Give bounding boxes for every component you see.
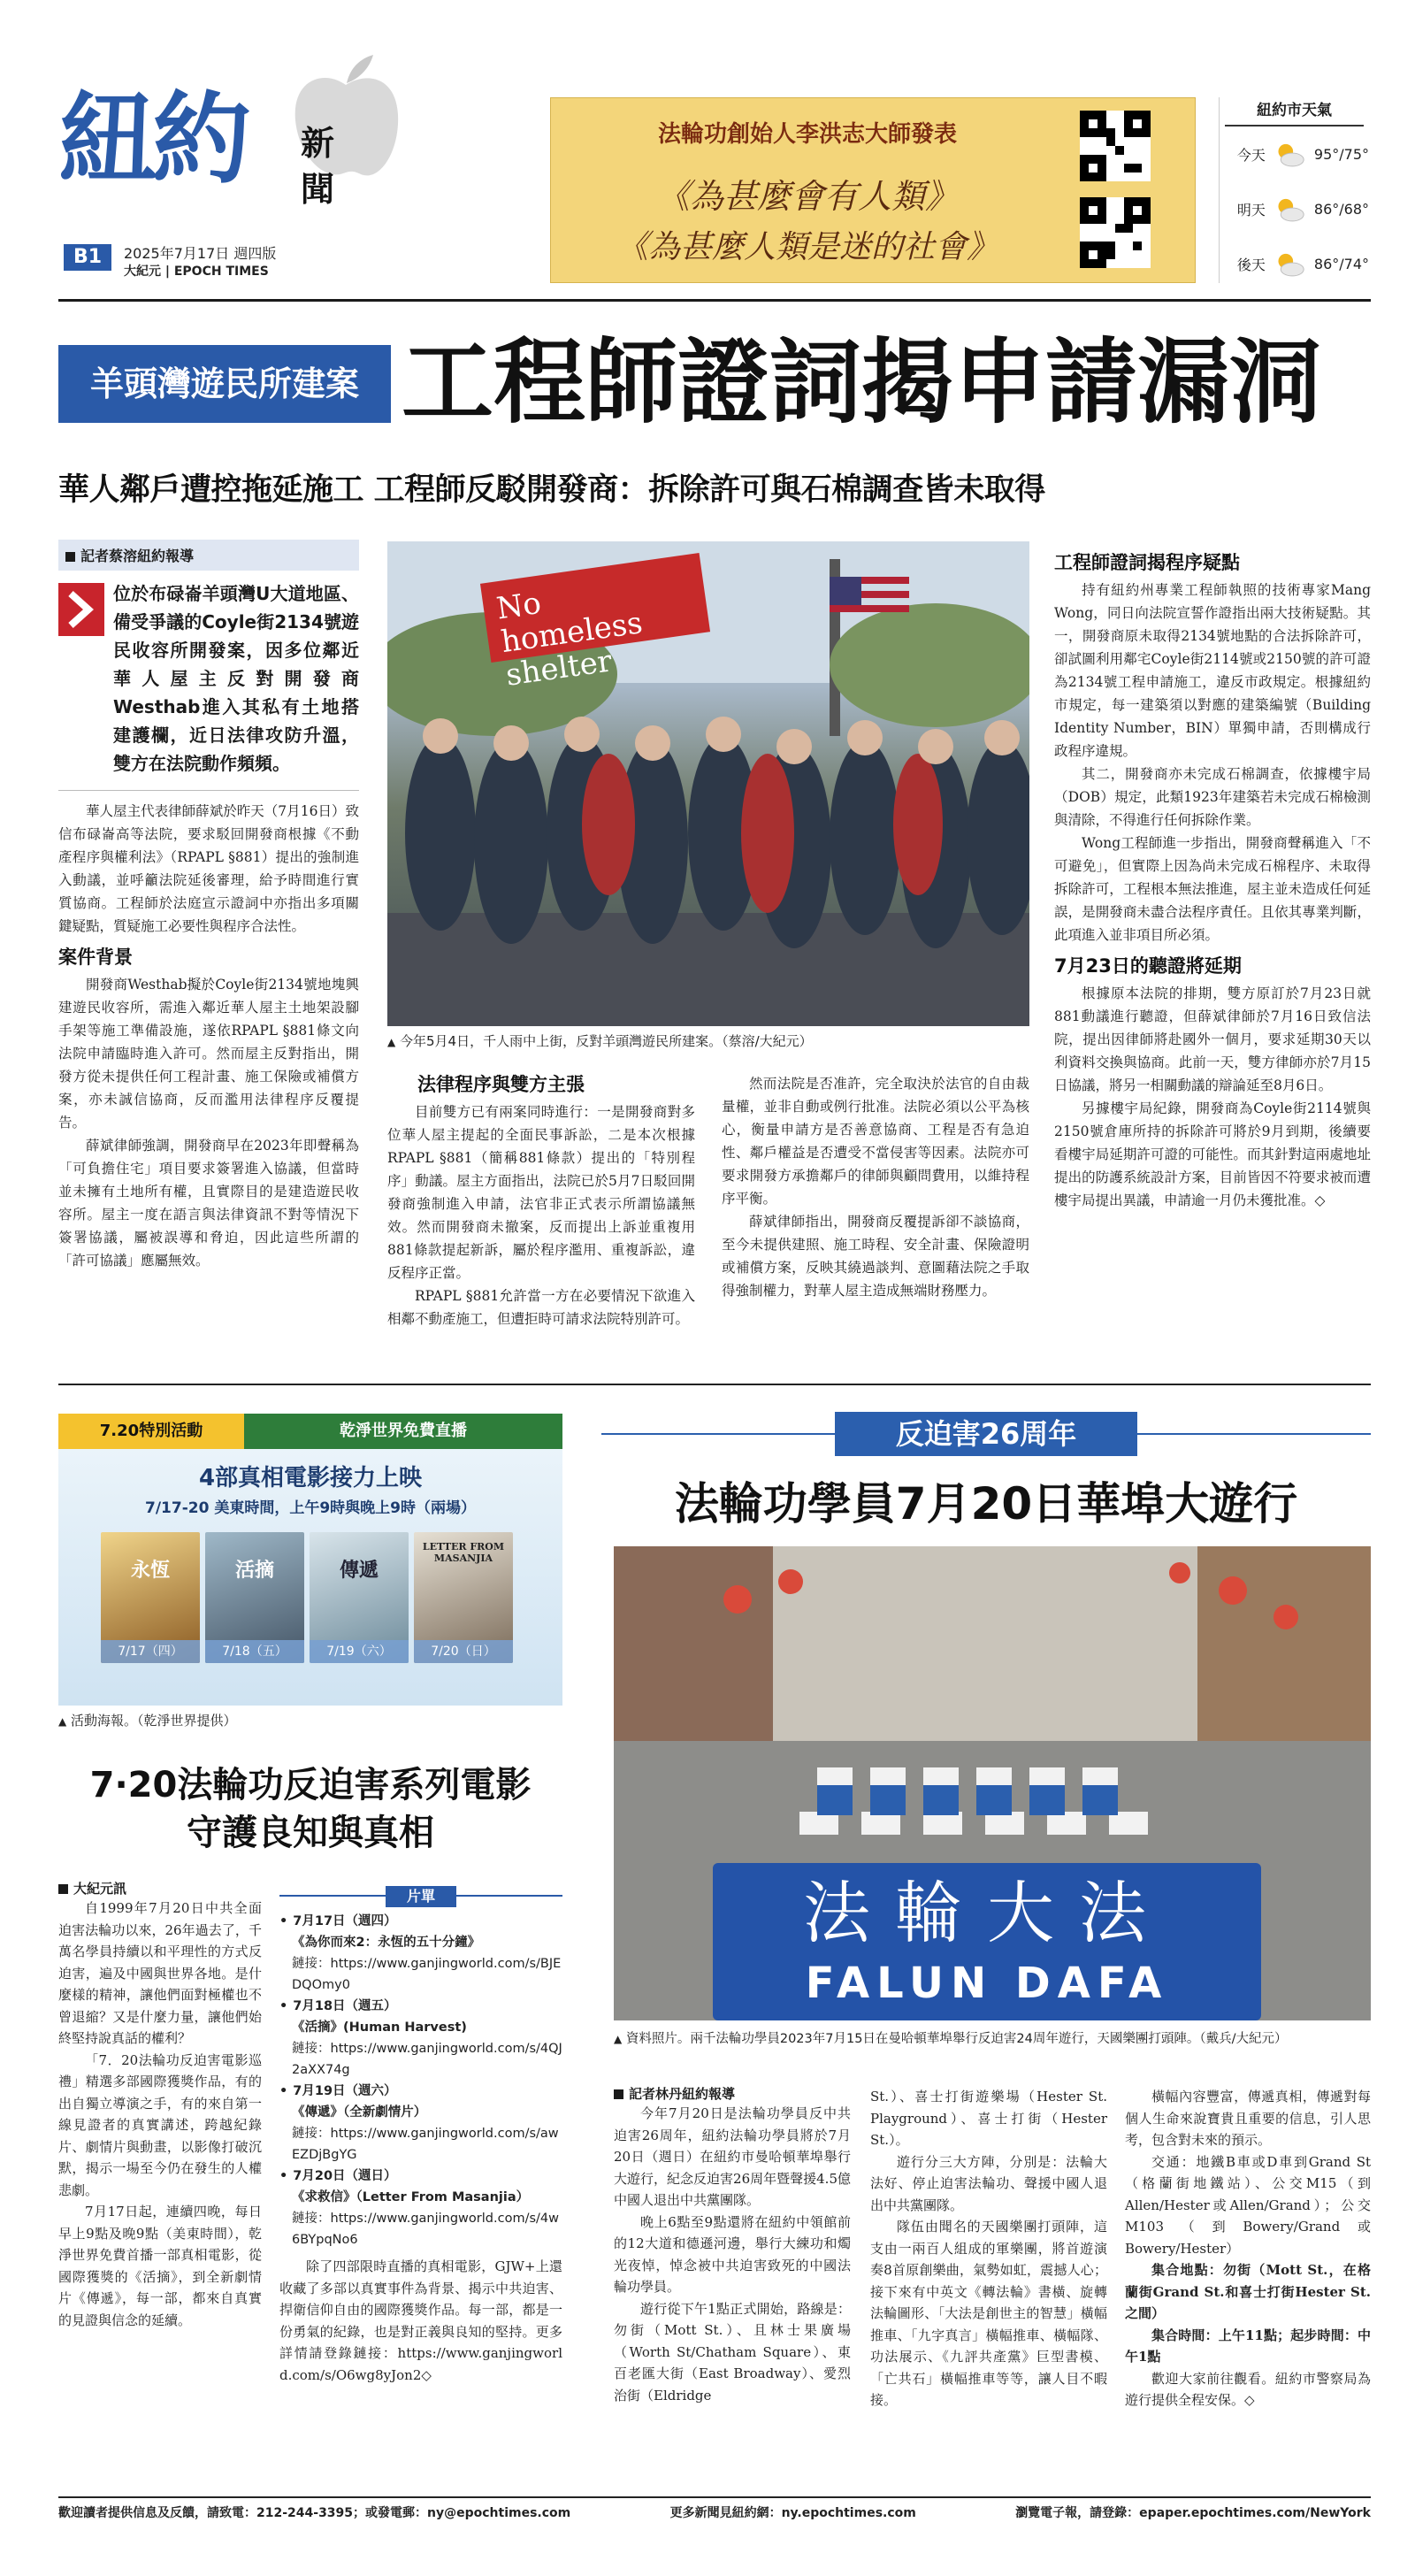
parade-headline: 法輪功學員7月20日華埠大遊行 xyxy=(674,1478,1298,1530)
poster-caption: ▲ 活動海報。（乾淨世界提供） xyxy=(58,1713,237,1729)
section-heading: 案件背景 xyxy=(58,947,133,968)
parade-info: 集合時間：上午11點；起步時間：中午1點 xyxy=(1125,2327,1371,2365)
schedule-title-item: 《為你而來2：永恆的五十分鐘》 xyxy=(292,1936,481,1950)
parade-paragraph: 晚上6點至9點還將在紐約中領館前的12大道和德遜河邊，舉行大練功和燭光夜悼，悼念被中共迫害致死的中國法輪功學員。 xyxy=(614,2213,851,2295)
section-heading: 7月23日的聽證將延期 xyxy=(1054,955,1242,977)
sun-cloud-icon xyxy=(1273,249,1305,279)
lead-headline: 工程師證詞揭申請漏洞 xyxy=(402,327,1322,436)
protest-photo xyxy=(387,541,1029,1026)
film-poster[interactable] xyxy=(205,1532,304,1663)
event-headline2: 守護良知與真相 xyxy=(187,1813,434,1853)
arrow-icon xyxy=(58,583,104,636)
parade-info: 集合地點：勿街（Mott St.，在格蘭街Grand St.和喜士打街Hester St.之間） xyxy=(1125,2262,1371,2321)
event-paragraph: 「7．20法輪功反迫害電影巡禮」精選多部國際獲獎作品，有的出自獨立導演之手，有的來自第一線見證者的真實講述，跨越紀錄片、劇情片與動畫，以影像打破沉默，揭示一場至今仍在發生的人權悲劇。 xyxy=(58,2051,262,2198)
poster-date: 7/19（六） xyxy=(310,1640,409,1663)
poster-title: 永恆 xyxy=(130,1559,170,1582)
weather-title: 紐約市天氣 xyxy=(1225,97,1364,126)
divider xyxy=(58,790,359,791)
lead-paragraph: 然而法院是否准許，完全取決於法官的自由裁量權，並非自動或例行批准。法院必須以公平為核心，衡量申請方是否善意協商、工程是否有急迫性、鄰戶權益是否遭受不當侵害等因素。法院亦可要求開發方承擔鄰戶的律師與顧問費用，以維持程序平衡。 xyxy=(722,1076,1029,1207)
event-tab2: 乾淨世界免費直播 xyxy=(244,1414,562,1449)
logo-side: 新聞 xyxy=(301,124,335,209)
masthead xyxy=(58,51,554,281)
paper-name: 大紀元 | EPOCH TIMES xyxy=(124,264,269,279)
film-poster[interactable] xyxy=(310,1532,409,1663)
parade-paragraph: St.）、喜士打街遊樂場（Hester St. Playground）、喜士打街（Hester St.）。 xyxy=(870,2089,1107,2148)
parade-paragraph: 橫幅內容豐富，傳遞真相，傳遞對每個人生命來說寶貴且重要的信息，引人思考，包含對未來的預示。 xyxy=(1125,2089,1371,2148)
section-badge: B1 xyxy=(64,244,111,271)
byline-text: 大紀元訊 xyxy=(73,1881,127,1897)
weather-box xyxy=(1219,97,1369,283)
masthead-rule xyxy=(58,299,1371,302)
falun-dafa-banner-zh: 法輪大法 xyxy=(803,1874,1171,1952)
schedule-date: • 7月18日（週五） xyxy=(279,1996,562,2017)
schedule-title: 片單 xyxy=(386,1886,456,1907)
byline xyxy=(58,540,359,571)
event-headline1: 7·20法輪功反迫害系列電影 xyxy=(89,1765,532,1806)
event-col-b xyxy=(279,1886,562,2386)
schedule-date: • 7月17日（週四） xyxy=(279,1911,562,1932)
schedule-link[interactable]: 鏈接：https://www.ganjingworld.com/s/4w6BYpqNo6 xyxy=(292,2212,559,2247)
sun-cloud-icon xyxy=(1273,139,1305,169)
protest-banner-text: No homeless shelter xyxy=(493,585,645,694)
parade-paragraph: 交通：地鐵B車或D車到Grand St（格蘭街地鐵站）、公交M15（到Allen/Hester或Allen/Grand）；公交M103（到Bowery/Grand或Bowery/Hester） xyxy=(1125,2153,1371,2257)
event-poster xyxy=(58,1414,562,1706)
weather-temp: 86°/74° xyxy=(1313,255,1369,272)
section-heading: 法律程序與雙方主張 xyxy=(417,1074,585,1095)
poster-title: LETTER FROM MASANJIA xyxy=(422,1541,505,1564)
event-col-a xyxy=(58,1879,262,2331)
parade-col1 xyxy=(614,2084,851,2406)
footer xyxy=(58,2503,1371,2521)
section-rule xyxy=(58,1384,1371,1385)
schedule-link[interactable]: 鏈接：https://www.ganjingworld.com/s/BJEDQOmy0 xyxy=(292,1957,562,1992)
weather-tomorrow xyxy=(1220,181,1369,236)
event-paragraph: 除了四部限時直播的真相電影，GJW+上還收藏了多部以真實事件為背景、揭示中共迫害、捍衛信仰自由的國際獲獎作品。每一部，都是一份勇氣的紀錄，也是對正義與良知的堅持。更多詳情請登錄鏈接：https://www.ganjingworld.com/s/O6wg8yJon2◇ xyxy=(279,2258,562,2383)
lead-col2 xyxy=(387,1065,695,1330)
lead-col3 xyxy=(722,1072,1029,1302)
poster-title: 活摘 xyxy=(234,1559,274,1582)
lead-paragraph: RPAPL §881允許當一方在必要情況下欲進入相鄰不動產施工，但遭拒時可請求法院特別許可。 xyxy=(387,1288,695,1327)
footer-website[interactable]: 更多新聞見紐約網：ny.epochtimes.com xyxy=(669,2506,916,2520)
schedule-link[interactable]: 鏈接：https://www.ganjingworld.com/s/awEZDjBgYG xyxy=(292,2127,559,2162)
lead-intro: 位於布碌崙羊頭灣U大道地區、備受爭議的Coyle街2134號遊民收容所開發案，因多位鄰近華人屋主反對開發商Westhab進入其私有土地搭建護欄，近日法律攻防升溫，雙方在法院動作頻頻。 xyxy=(113,583,359,774)
parade-paragraph: 遊行從下午1點正式開始，路線是：勿街（Mott St.）、且林士果廣場（Worth St/Chatham Square）、東百老匯大街（East Broadway）、愛烈治街（Eldridge xyxy=(614,2300,851,2404)
parade-paragraph: 遊行分三大方陣，分別是：法輪大法好、停止迫害法輪功、聲援中國人退出中共黨團隊。 xyxy=(870,2153,1107,2213)
lead-subhead: 華人鄰戶遭控拖延施工 工程師反駁開發商：拆除許可與石棉調查皆未取得 xyxy=(58,472,1045,508)
lead-paragraph: 開發商Westhab擬於Coyle街2134號地塊興建遊民收容所，需進入鄰近華人屋主土地架設腳手架等施工準備設施，遂依RPAPL §881條文向法院申請臨時進入許可。然而屋主反對指出，開發方從未提供任何工程計畫、施工保險或補償方案，亦未誠信協商，反而濫用法律程序反覆提告。 xyxy=(58,977,359,1131)
parade-col3 xyxy=(1125,2086,1371,2411)
footer-contact[interactable]: 歡迎讀者提供信息及反饋，請致電：212-244-3395；或發電郵：ny@epochtimes.com xyxy=(58,2506,571,2520)
book-ad[interactable] xyxy=(550,97,1196,283)
square-bullet-icon xyxy=(614,2089,623,2099)
issue-date: 2025年7月17日 週四版 xyxy=(124,245,277,262)
parade-tag: 反迫害26周年 xyxy=(835,1412,1137,1456)
schedule-date: • 7月19日（週六） xyxy=(279,2081,562,2102)
poster-date: 7/20（日） xyxy=(414,1640,513,1663)
lead-tag: 羊頭灣遊民所建案 xyxy=(58,345,391,423)
weather-today xyxy=(1220,126,1369,181)
weather-day: 今天 xyxy=(1236,146,1266,164)
lead-paragraph: 目前雙方已有兩案同時進行：一是開發商對多位華人屋主提起的全面民事訴訟，二是本次根據RPAPL §881（簡稱881條款）提出的「特別程序」動議。屋主方面指出，法院已於5月7日駁回開發商強制進入申請，法官非正式表示所謂協議無效。然而開發商未撤案，反而提出上訴並重複用881條款提起新訴，屬於程序濫用、重複訴訟，違反程序正當。 xyxy=(387,1104,695,1281)
byline-text: 記者林丹紐約報導 xyxy=(629,2086,736,2102)
film-poster[interactable] xyxy=(414,1532,513,1663)
schedule-title-item: 《求救信》（Letter From Masanjia） xyxy=(292,2190,530,2204)
lead-paragraph: 根據原本法院的排期，雙方原訂於7月23日就881動議進行聽證，但薛斌律師於7月16日致信法院，提出因律師將赴國外一個月，要求延期30天以利資料交換與協商。此前一天，雙方律師亦於7月15日協議，將另一相關動議的辯論延至8月6日。 xyxy=(1054,985,1371,1093)
event-title2: 7/17-20 美東時間，上午9時與晚上9時（兩場） xyxy=(145,1499,476,1517)
poster-date: 7/18（五） xyxy=(205,1640,304,1663)
poster-date: 7/17（四） xyxy=(101,1640,200,1663)
schedule-link[interactable]: 鏈接：https://www.ganjingworld.com/s/4QJ2aXX74g xyxy=(292,2042,562,2077)
lead-paragraph: 華人屋主代表律師薛斌於昨天（7月16日）致信布碌崙高等法院，要求駁回開發商根據《不動產程序與權利法》（RPAPL §881）提出的強制進入動議，並呼籲法院延後審理，給予時間進行實質協商。工程師於法庭宣示證詞中亦指出多項關鍵疑點，質疑施工必要性與程序合法性。 xyxy=(58,803,359,934)
square-bullet-icon xyxy=(58,1884,68,1894)
schedule-list xyxy=(279,1911,562,2250)
byline-text: 記者蔡溶紐約報導 xyxy=(80,548,195,564)
weather-temp: 95°/75° xyxy=(1313,145,1369,163)
lead-paragraph: 薛斌律師指出，開發商反覆提訴卻不談協商，至今未提供建照、施工時程、安全計畫、保險證明或補償方案，反映其繞過談判、意圖藉法院之手取得強制權力，對華人屋主造成無端財務壓力。 xyxy=(722,1214,1029,1299)
lead-col1 xyxy=(58,540,359,1272)
falun-dafa-banner-en: FALUN DAFA xyxy=(805,1959,1169,2008)
byline xyxy=(58,1879,262,1898)
sun-cloud-icon xyxy=(1273,194,1305,224)
lead-paragraph: 另據樓宇局紀錄，開發商為Coyle街2114號與2150號倉庫所持的拆除許可將於9月到期，後續要看樓宇局延期許可證的可能性。而其針對這兩處地址提出的防護系統設計方案，目前皆因不符要求被而遭樓宇局提出異議，申請逾一月仍未獲批准。◇ xyxy=(1054,1100,1371,1208)
ad-line3: 《為甚麼人類是迷的社會》 xyxy=(616,229,998,265)
logo-main: 紐約 xyxy=(58,82,246,197)
lead-paragraph: 薛斌律師強調，開發商早在2023年即聲稱為「可負擔住宅」項目要求簽署進入協議，但當時並未擁有土地所有權，且實際目的是建造遊民收容所。屋主一度在語言與法律資訊不對等情況下簽署協議，屬被誤導和脅迫，因此這些所謂的「許可協議」應屬無效。 xyxy=(58,1138,359,1269)
caption-text: 今年5月4日，千人雨中上街，反對羊頭灣遊民所建案。（蔡溶/大紀元） xyxy=(400,1033,813,1049)
caption-text: 活動海報。（乾淨世界提供） xyxy=(71,1713,237,1729)
caption-text: 資料照片。兩千法輪功學員2023年7月15日在曼哈頓華埠舉行反迫害24周年遊行，天國樂團打頭陣。（戴兵/大紀元） xyxy=(625,2032,1288,2046)
crowd-illustration xyxy=(387,541,1029,1026)
parade-paragraph: 歡迎大家前往觀看。紐約市警察局為遊行提供全程安保。◇ xyxy=(1125,2370,1371,2408)
poster-title: 傳遞 xyxy=(339,1559,379,1582)
ad-line2: 《為甚麼會有人類》 xyxy=(655,177,959,216)
parade-photo xyxy=(614,1546,1371,2020)
footer-epaper[interactable]: 瀏覽電子報，請登錄：epaper.epochtimes.com/NewYork xyxy=(1015,2506,1371,2520)
lead-paragraph: 持有紐約州專業工程師執照的技術專家Mang Wong，同日向法院宣誓作證指出兩大技術疑點。其一，開發商原未取得2134號地點的合法拆除許可，卻試圖利用鄰宅Coyle街2114號或2150號的許可證為2134號工程申請施工，違反市政規定。根據紐約市規定，每一建築須以對應的建築編號（Building Identity Number，BIN）單獨申請，否則構成行政程序違規。 xyxy=(1054,582,1371,759)
poster-row xyxy=(101,1532,513,1663)
parade-paragraph: 隊伍由聞名的天國樂團打頭陣，這支由一兩百人組成的軍樂團，將首遊演奏8首原創樂曲，氣勢如虹，震撼人心；接下來有中英文《轉法輪》書橫、旋轉法輪圖形、「大法是創世主的智慧」橫幅推車、「九字真言」橫幅推車、橫幅隊、功法展示、《九評共產黨》巨型書模、「亡共石」橫幅推車等等，讓人目不暇接。 xyxy=(870,2219,1107,2408)
section-heading: 工程師證詞揭程序疑點 xyxy=(1054,552,1240,573)
footer-rule xyxy=(58,2496,1371,2498)
film-poster[interactable] xyxy=(101,1532,200,1663)
lead-paragraph: 其二，開發商亦未完成石棉調查，依據樓宇局（DOB）規定，此類1923年建築若未完成石棉檢測與清除，不得進行任何拆除作業。 xyxy=(1054,766,1371,828)
schedule-title-item: 《活摘》(Human Harvest) xyxy=(292,2020,467,2035)
event-paragraph: 自1999年7月20日中共全面迫害法輪功以來，26年過去了，千萬名學員持續以和平理性的方式反迫害，遍及中國與世界各地。是什麼樣的精神，讓他們面對極權也不曾退縮？又是什麼力量，讓他們始終堅持說真話的權利？ xyxy=(58,1900,262,2046)
weather-day: 後天 xyxy=(1236,256,1266,273)
photo-caption: ▲ 今年5月4日，千人雨中上街，反對羊頭灣遊民所建案。（蔡溶/大紀元） xyxy=(387,1033,813,1049)
schedule-title-item: 《傳遞》（全新劇情片） xyxy=(292,2105,427,2120)
parade-caption: ▲ 資料照片。兩千法輪功學員2023年7月15日在曼哈頓華埠舉行反迫害24周年遊行，天國樂團打頭陣。（戴兵/大紀元） xyxy=(614,2032,1288,2046)
parade-col2 xyxy=(870,2086,1107,2411)
lead-col4 xyxy=(1054,548,1371,1212)
square-bullet-icon xyxy=(65,552,75,562)
ad-line1: 法輪功創始人李洪志大師發表 xyxy=(657,121,957,148)
event-paragraph: 7月17日起，連續四晚，每日早上9點及晚9點（美東時間），乾淨世界免費首播一部真相電影，從國際獲獎的《活摘》，到全新劇情片《傳遞》，每一部，都來自真實的見證與信念的延續。 xyxy=(58,2204,262,2328)
event-title1: 4部真相電影接力上映 xyxy=(198,1465,423,1491)
weather-day: 明天 xyxy=(1236,201,1266,218)
weather-temp: 86°/68° xyxy=(1313,200,1369,218)
lead-paragraph: Wong工程師進一步指出，開發商聲稱進入「不可避免」，但實際上因為尚未完成石棉程序、未取得拆除許可，工程根本無法推進，屋主並未造成任何延誤，是開發商未盡合法程序責任。且依其專業判斷，此項進入並非項目所必須。 xyxy=(1054,835,1371,943)
byline xyxy=(614,2084,851,2103)
qr-code-icon xyxy=(1080,197,1151,268)
qr-code-icon xyxy=(1080,111,1151,181)
schedule-date: • 7月20日（週日） xyxy=(279,2166,562,2187)
event-tab1: 7.20特別活動 xyxy=(58,1414,244,1449)
weather-after xyxy=(1220,236,1369,291)
parade-paragraph: 今年7月20日是法輪功學員反中共迫害26周年，紐約法輪功學員將於7月20日（週日）在紐約市曼哈頓華埠舉行大遊行，紀念反迫害26周年暨聲援4.5億中國人退出中共黨團隊。 xyxy=(614,2105,851,2208)
